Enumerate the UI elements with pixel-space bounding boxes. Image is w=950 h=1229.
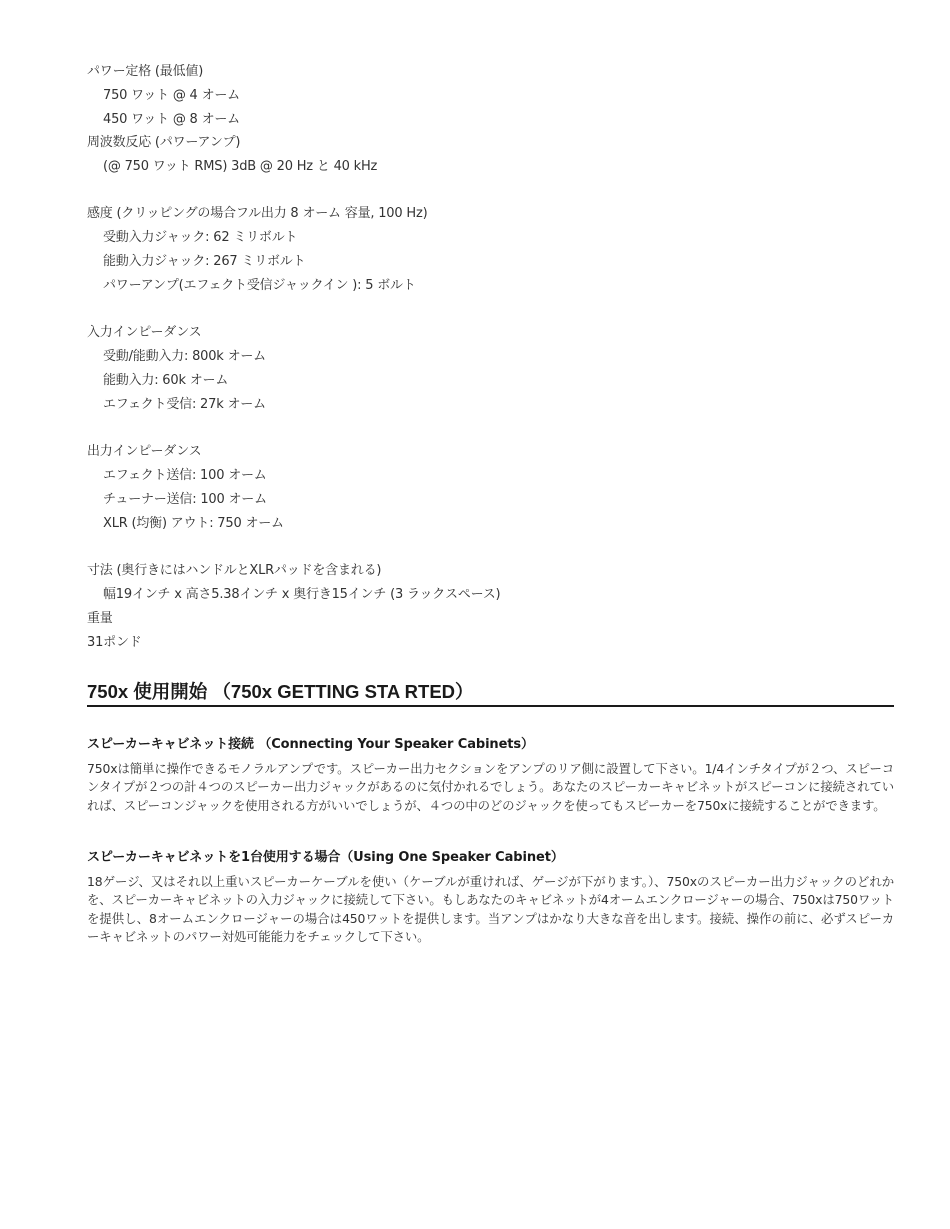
- sensitivity-passive: 受動入力ジャック: 62 ミリボルト: [103, 230, 298, 245]
- section-heading: 750x 使用開始 （750x GETTING STA RTED）: [87, 681, 474, 702]
- weight-value: 31ポンド: [87, 635, 142, 650]
- power-rating-title: パワー定格 (最低値): [87, 64, 204, 79]
- paragraph-connecting-cabinets: 750xは簡単に操作できるモノラルアンプです。スピーカー出力セクションをアンプのリア側に設置して下さい。1/4インチタイプが２つ、スピーコンタイプが２つの計４つのスピーカー出力ジャックがあるのに気付かれるでしょう。あなたのスピーカーキャビネットがスピーコンに接続されていれば、スピーコンジャックを使用される方がいいでしょうが、４つの中のどのジャックを使ってもスピーカーを750xに接続することができます。: [87, 761, 894, 813]
- input-impedance-passive-active: 受動/能動入力: 800k オーム: [103, 349, 266, 364]
- frequency-response-value: (@ 750 ワット RMS) 3dB @ 20 Hz と 40 kHz: [103, 159, 378, 174]
- power-rating-4ohm: 750 ワット @ 4 オーム: [103, 88, 240, 103]
- input-impedance-effects-return: エフェクト受信: 27k オーム: [103, 397, 266, 412]
- subheading-one-cabinet: スピーカーキャビネットを1台使用する場合（Using One Speaker Cabinet）: [87, 850, 564, 865]
- input-impedance-title: 入力インピーダンス: [87, 325, 202, 340]
- output-impedance-effects-send: エフェクト送信: 100 オーム: [103, 468, 267, 483]
- frequency-response-title: 周波数反応 (パワーアンプ): [87, 135, 241, 150]
- output-impedance-xlr: XLR (均衡) アウト: 750 オーム: [103, 516, 284, 531]
- dimensions-value: 幅19インチ x 高さ5.38インチ x 奥行き15インチ (3 ラックスペース): [103, 587, 501, 602]
- sensitivity-power-amp: パワーアンプ(エフェクト受信ジャックイン ): 5 ボルト: [103, 278, 416, 293]
- weight-title: 重量: [87, 611, 113, 626]
- input-impedance-active: 能動入力: 60k オーム: [103, 373, 229, 388]
- heading-rule: [87, 705, 894, 707]
- sensitivity-title: 感度 (クリッピングの場合フル出力 8 オーム 容量, 100 Hz): [87, 206, 428, 221]
- dimensions-title: 寸法 (奥行きにはハンドルとXLRパッドを含まれる): [87, 563, 382, 578]
- paragraph-one-cabinet: 18ゲージ、又はそれ以上重いスピーカーケーブルを使い（ケーブルが重ければ、ゲージが下がります。）、750xのスピーカー出力ジャックのどれかを、スピーカーキャビネットの入力ジャックに接続して下さい。もしあなたのキャビネットが4オームエンクロージャーの場合、750xは750ワットを提供し、8オームエンクロージャーの場合は450ワットを提供します。当アンプはかなり大きな音を出します。接続、操作の前に、必ずスピーカーキャビネットのパワー対処可能能力をチェックして下さい。: [87, 874, 894, 945]
- subheading-connecting-cabinets: スピーカーキャビネット接続 （Connecting Your Speaker Cabinets）: [87, 737, 534, 752]
- sensitivity-active: 能動入力ジャック: 267 ミリボルト: [103, 254, 306, 269]
- output-impedance-tuner-send: チューナー送信: 100 オーム: [103, 492, 267, 507]
- output-impedance-title: 出力インピーダンス: [87, 444, 202, 459]
- power-rating-8ohm: 450 ワット @ 8 オーム: [103, 112, 240, 127]
